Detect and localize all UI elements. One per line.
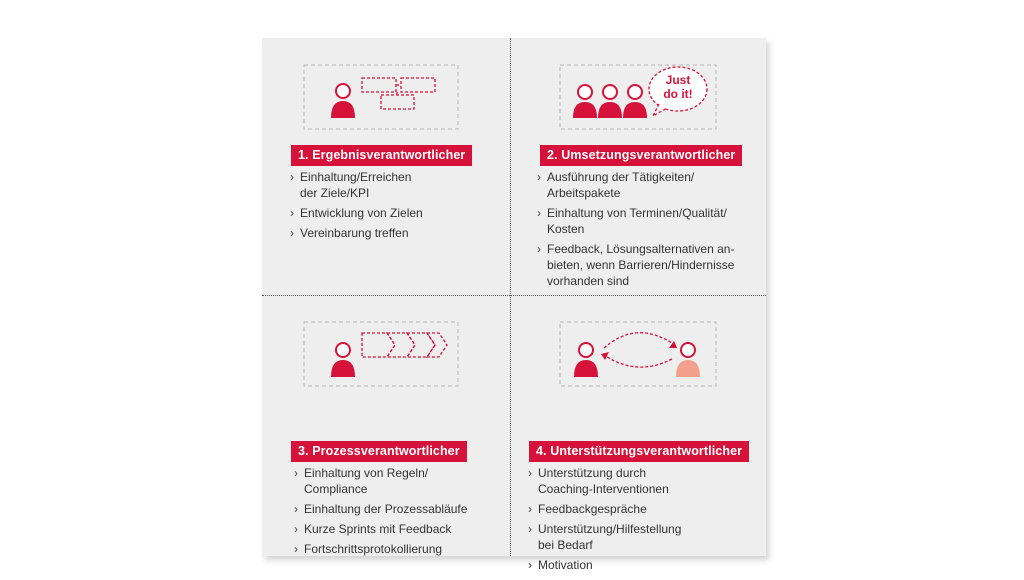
diagram-panel: [262, 38, 766, 572]
list-item: › Feedback, Lösungsalternativen an- bieten, wenn Barrieren/Hindernisse vorhanden sind: [537, 242, 735, 288]
item-list: [528, 465, 760, 577]
chevron-right-icon: ›: [290, 206, 294, 220]
list-item: › Unterstützung durch Coaching-Interventionen: [528, 466, 669, 496]
chevron-right-icon: ›: [290, 170, 294, 184]
quadrant-unterstuetzung: [512, 297, 766, 572]
process-illustration: [303, 321, 459, 387]
person-icon: [574, 343, 598, 377]
list-item: › Entwicklung von Zielen: [290, 206, 423, 220]
person-icon: [331, 84, 355, 118]
list-item: › Feedbackgespräche: [528, 502, 647, 516]
list-item: › Ausführung der Tätigkeiten/ Arbeitspakete: [537, 170, 695, 200]
goals-boxes-icon: [362, 78, 435, 109]
quadrant-title: 4. Unterstützungsverantwortlicher: [529, 441, 749, 462]
quadrant-title: 2. Umsetzungsverantwortlicher: [540, 145, 742, 166]
chevron-right-icon: ›: [528, 466, 532, 480]
chevron-right-icon: ›: [528, 558, 532, 572]
chevron-right-icon: ›: [294, 502, 298, 516]
chevron-right-icon: ›: [294, 466, 298, 480]
quadrant-title: 1. Ergebnisverantwortlicher: [291, 145, 472, 166]
list-item: › Vereinbarung treffen: [290, 226, 409, 240]
horizontal-divider: [262, 295, 766, 296]
process-arrows-icon: [362, 333, 447, 357]
quadrant-title: 3. Prozessverantwortlicher: [291, 441, 467, 462]
chevron-right-icon: ›: [537, 170, 541, 184]
chevron-right-icon: ›: [290, 226, 294, 240]
vertical-divider: [510, 38, 511, 556]
chevron-right-icon: ›: [294, 522, 298, 536]
chevron-right-icon: ›: [294, 542, 298, 556]
list-item: › Kurze Sprints mit Feedback: [294, 522, 452, 536]
chevron-right-icon: ›: [528, 522, 532, 536]
chevron-right-icon: ›: [537, 242, 541, 256]
chevron-right-icon: ›: [528, 502, 532, 516]
speech-bubble-text: Just do it!: [663, 73, 693, 101]
item-list: [294, 465, 504, 561]
goals-illustration: [303, 64, 459, 130]
list-item: › Fortschrittsprotokollierung: [294, 542, 443, 556]
quadrant-prozess: [262, 297, 510, 556]
list-item: › Unterstützung/Hilfestellung bei Bedarf: [528, 522, 682, 552]
quadrant-umsetzung: [512, 38, 766, 295]
list-item: › Einhaltung von Regeln/ Compliance: [294, 466, 429, 496]
exchange-arrows-icon: [604, 333, 675, 367]
person-icon: [676, 343, 700, 377]
list-item: › Einhaltung von Terminen/Qualität/ Kosten: [537, 206, 727, 236]
quadrant-ergebnis: [262, 38, 510, 295]
person-icon: [598, 85, 622, 118]
list-item: › Motivation: [528, 558, 593, 572]
item-list: [290, 169, 505, 245]
person-icon: [623, 85, 647, 118]
chevron-right-icon: ›: [537, 206, 541, 220]
person-icon: [573, 85, 597, 118]
person-icon: [331, 343, 355, 377]
list-item: › Einhaltung/Erreichen der Ziele/KPI: [290, 170, 412, 200]
list-item: › Einhaltung der Prozessabläufe: [294, 502, 468, 516]
item-list: [537, 169, 765, 293]
support-illustration: [559, 321, 717, 387]
team-illustration: [559, 64, 717, 130]
